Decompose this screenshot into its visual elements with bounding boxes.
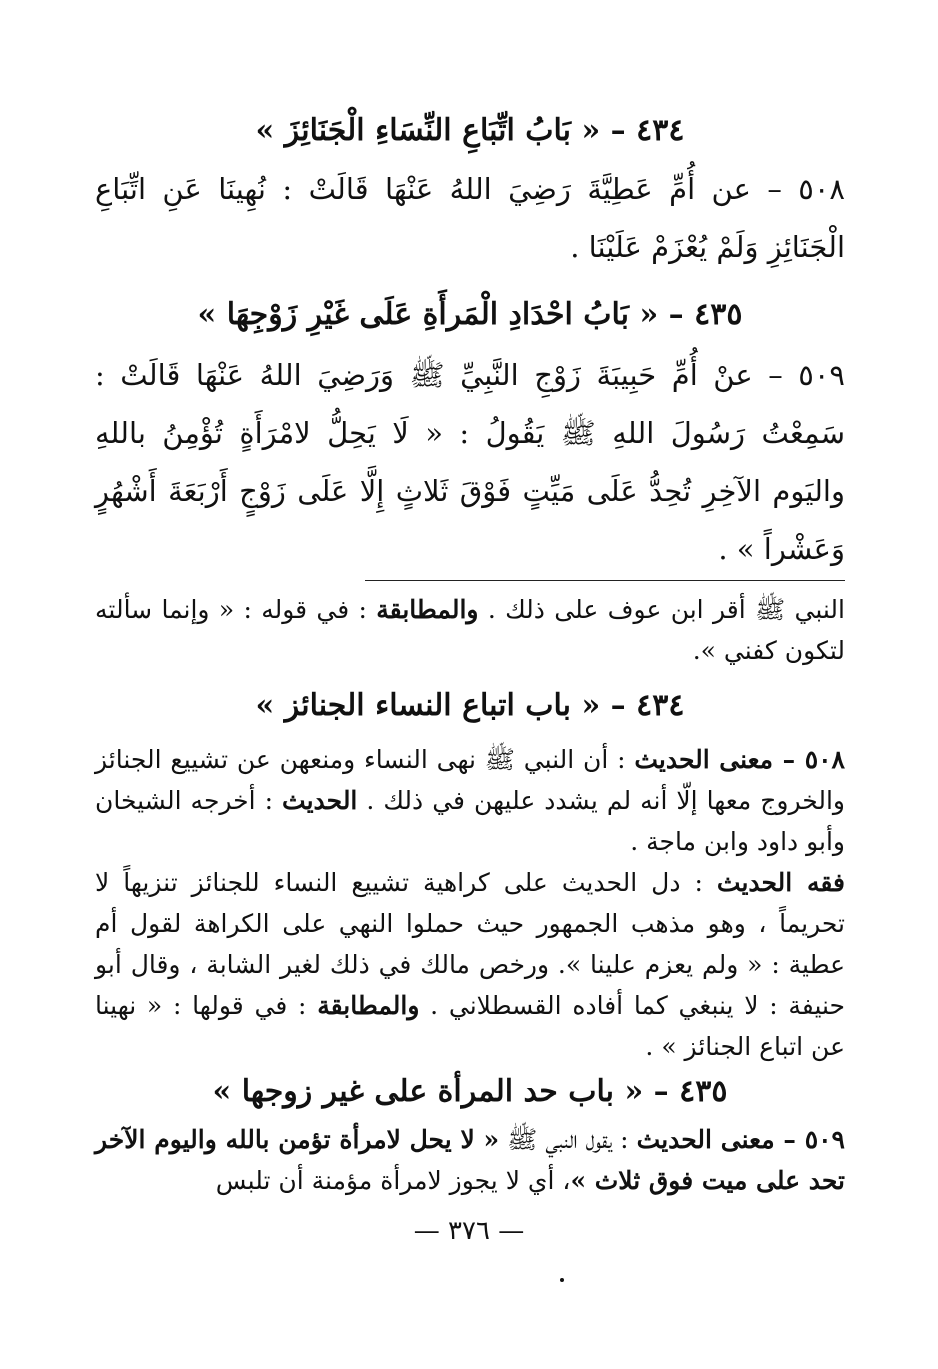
meaning-509-text: : يقول النبي ﷺ (499, 1125, 637, 1154)
meaning-509-text2: ، أي لا يجوز لامرأة مؤمنة أن تلبس (215, 1166, 571, 1195)
chapter-heading-434: ٤٣٤ – « بَابُ اتِّبَاعِ النِّسَاءِ الْجَنَائِزَ » (255, 113, 685, 148)
separator-rule (365, 580, 845, 581)
meaning-508-text: : أن النبي ﷺ نهى النساء ومنعهن عن تشييع الجنائز والخروج معها إلّا أنه لم يشدد عليهن في ذلك . (95, 745, 846, 815)
page-body (95, 108, 845, 1201)
carry-over-text-after: : في قوله : « وإنما سألته لتكون كفني ». (95, 595, 845, 665)
carry-over-text: النبي ﷺ أقر ابن عوف على ذلك . (478, 595, 845, 624)
fiqh-508 (95, 862, 845, 1067)
hadith-508: ٥٠٨ – عن أُمِّ عَطِيَّةَ رَضِيَ اللهُ عَنْهَا قَالَتْ : نُهِينَا عَنِ اتِّبَاعِ الْجَنَائِزِ وَلَمْ يُعْزَمْ عَلَيْنَا . (95, 172, 845, 264)
meaning-508 (95, 739, 845, 862)
fiqh-508-label: فقه الحديث (716, 868, 845, 897)
meaning-509-quote: « لا يحل لامرأة تؤمن بالله واليوم الآخر تحد على ميت فوق ثلاث » (95, 1125, 845, 1195)
meaning-509-label: معنى الحديث (636, 1125, 775, 1154)
print-dot (560, 1278, 564, 1282)
carry-over-commentary (95, 589, 845, 671)
fiqh-508-text2: : في قولها : « نهينا عن اتباع الجنائز » . (95, 991, 845, 1061)
chapter-heading-435: ٤٣٥ – « بَابُ احْدَادِ الْمَرأَةِ عَلَى غَيْرِ زَوْجِهَا » (197, 297, 743, 332)
hadith-509: ٥٠٩ – عنْ أُمِّ حَبِيبَةَ زَوْجِ النَّبِيِّ ﷺ وَرَضِيَ اللهُ عَنْهَا قَالَتْ : سَمِعْتُ رَسُولَ اللهِ ﷺ يَقُولُ : « لَا يَحِلُّ لامْرَأَةٍ تُؤْمِنُ باللهِ واليَوم الآخِرِ تُحِدُّ عَلَى مَيِّتٍ فَوْقَ ثَلاثٍ إِلَّا عَلَى زَوْجٍ أَرْبَعَةَ أَشْهُرٍ وَعَشْراً » . (95, 358, 845, 566)
meaning-508-number: ٥٠٨ – (773, 745, 845, 774)
meaning-508-label2: الحديث (282, 786, 358, 815)
commentary-heading-434: ٤٣٤ – « باب اتباع النساء الجنائز » (255, 688, 685, 723)
carry-over-label: والمطابقة (376, 595, 479, 624)
meaning-509-number: ٥٠٩ – (774, 1125, 845, 1154)
fiqh-508-label2: والمطابقة (317, 991, 420, 1020)
meaning-508-label: معنى الحديث (634, 745, 774, 774)
fiqh-508-text: : دل الحديث على كراهية تشييع النساء للجنائز تنزيهاً لا تحريماً ، وهو مذهب الجمهور حيث حملوا النهي على الكراهة لقول أم عطية : « ولم يعزم علينا ». ورخص مالك في ذلك لغير الشابة ، وقال أبو حنيفة : لا ينبغي كما أفاده القسطلاني . (95, 868, 845, 1020)
page-number: — ٣٧٦ — (413, 1216, 525, 1246)
meaning-509 (95, 1119, 845, 1201)
meaning-508-text2: : أخرجه الشيخان وأبو داود وابن ماجة . (95, 786, 845, 856)
commentary-heading-435: ٤٣٥ – « باب حد المرأة على غير زوجها » (212, 1074, 728, 1109)
